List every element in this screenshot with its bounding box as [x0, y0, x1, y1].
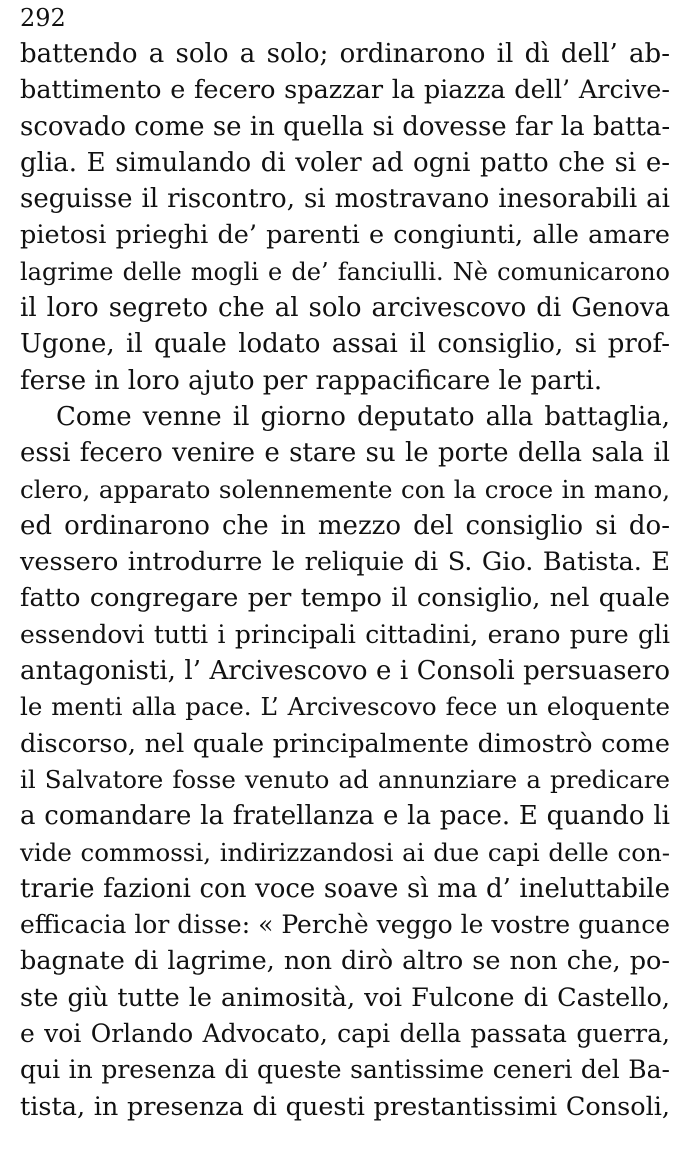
text-line: qui in presenza di queste santissime ceneri del Ba-: [20, 1055, 670, 1085]
text-line: il Salvatore fosse venuto ad annunziare a predicare: [20, 764, 670, 794]
page-number: 292: [20, 4, 66, 32]
text-line: battimento e fecero spazzar la piazza dell’ Arcive-: [20, 75, 670, 106]
text-line: ste giù tutte le animosità, voi Fulcone di Castello,: [20, 982, 670, 1013]
body-text: [20, 36, 670, 1125]
text-line: il loro segreto che al solo arcivescovo di Genova: [20, 293, 670, 324]
text-line: discorso, nel quale principalmente dimostrò come: [20, 728, 670, 759]
text-line: battendo a solo a solo; ordinarono il dì dell’ ab-: [20, 39, 670, 69]
text-line: essendovi tutti i principali cittadini, erano pure gli: [20, 619, 670, 649]
text-line: essi fecero venire e stare su le porte della sala il: [20, 438, 670, 469]
text-line: ed ordinarono che in mezzo del consiglio si do-: [20, 510, 670, 541]
text-line: Ugone, il quale lodato assai il consiglio, si prof-: [20, 329, 670, 360]
text-line: e voi Orlando Advocato, capi della passata guerra,: [20, 1019, 670, 1049]
text-line: bagnate di lagrime, non dirò altro se non che, po-: [20, 946, 670, 977]
text-line: vide commossi, indirizzandosi ai due capi delle con-: [20, 837, 670, 867]
text-line: trarie fazioni con voce soave sì ma d’ ineluttabile: [20, 873, 670, 904]
text-line: clero, apparato solennemente con la croce in mano,: [20, 474, 670, 504]
text-line: a comandare la fratellanza e la pace. E quando li: [20, 801, 670, 832]
text-line: antagonisti, l’ Arcivescovo e i Consoli persuasero: [20, 656, 670, 687]
text-line: pietosi prieghi de’ parenti e congiunti, alle amare: [20, 220, 670, 251]
text-line: vessero introdurre le reliquie di S. Gio. Batista. E: [20, 547, 670, 578]
text-line: glia. E simulando di voler ad ogni patto che si e-: [20, 147, 670, 178]
text-line: lagrime delle mogli e de’ fanciulli. Nè comunicarono: [20, 257, 670, 286]
text-line: fatto congregare per tempo il consiglio, nel quale: [20, 583, 670, 614]
text-line: tista, in presenza di questi prestantissimi Consoli,: [20, 1091, 670, 1122]
text-line: Come venne il giorno deputato alla battaglia,: [56, 401, 670, 432]
text-line: ferse in loro ajuto per rappacificare le parti.: [20, 365, 603, 396]
text-line: seguisse il riscontro, si mostravano inesorabili ai: [20, 184, 670, 215]
text-line: le menti alla pace. L’ Arcivescovo fece un eloquente: [20, 692, 670, 722]
text-line: scovado come se in quella si dovesse far la batta-: [20, 111, 671, 142]
text-line: efficacia lor disse: « Perchè veggo le vostre guance: [20, 910, 670, 940]
